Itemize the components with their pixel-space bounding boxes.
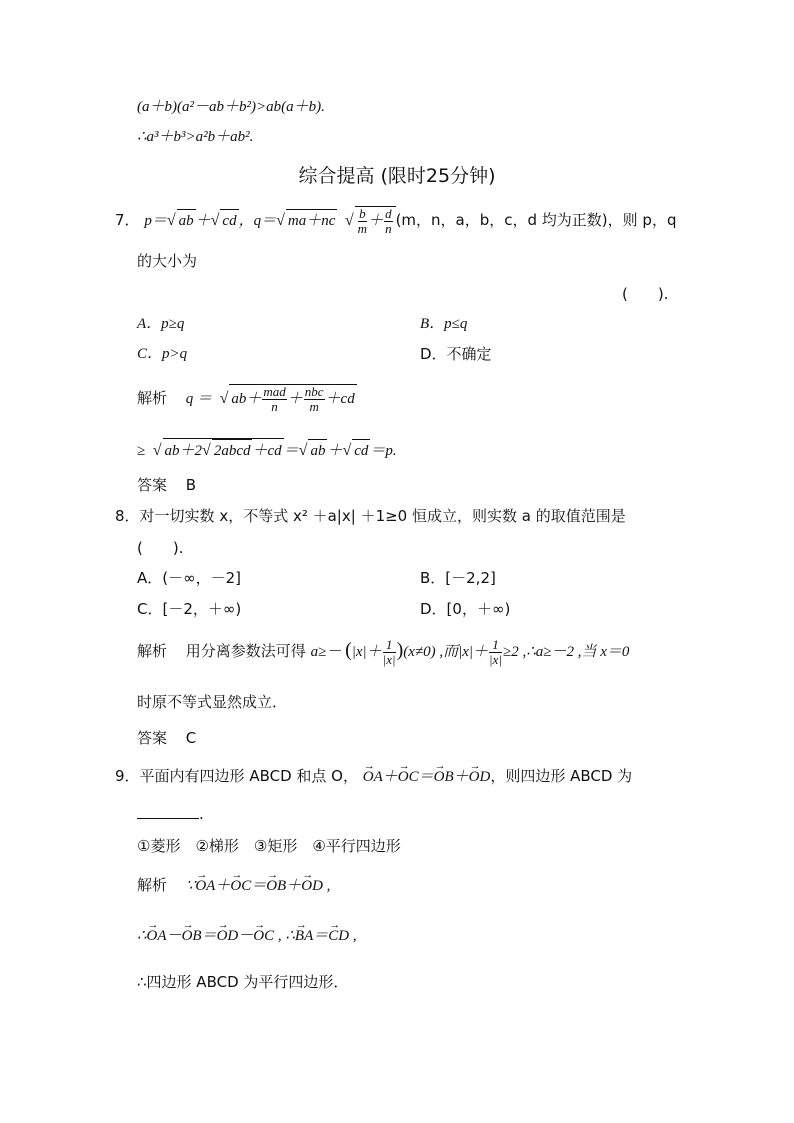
q7-stem [115,206,676,236]
q7-option-d: D．不确定 [420,345,492,363]
q8-stem-text: 对一切实数 x，不等式 x² ＋a|x| ＋1≥0 恒成立，则实数 a 的取值范围是 [139,507,626,525]
q8-option-c: C．[－2，＋∞) [137,600,242,618]
q9-solution-formula1: ∵→ OA＋→ OC＝→ OB＋→ OD , [186,878,331,894]
q7-number: 7． [115,210,140,229]
q9-jiexi-label: 解析 [137,876,168,894]
q9-answer-blank [137,818,199,819]
q7-answer [137,474,196,496]
q9-stem [115,765,632,788]
q7-solution-line1 [137,384,357,414]
q9-conclusion: ∴四边形 ABCD 为平行四边形． [137,973,349,991]
top-line-2: ∴a³＋b³>a²b＋ab². [137,129,254,145]
q9-stem-a: 平面内有四边形 ABCD 和点 O， [139,767,358,785]
q9-stem-b: ，则四边形 ABCD 为 [490,767,633,785]
q8-solution-line2: 时原不等式显然成立． [137,693,288,711]
q8-solution-line1 [137,638,629,667]
q7-jiexi-label: 解析 [137,388,168,407]
q7-option-c: C．p>q [137,346,188,362]
q9-choices: ①菱形 ②梯形 ③矩形 ④平行四边形 [137,837,401,855]
q9-vector-equation: → OA＋→ OC＝→ OB＋→ OD [363,769,491,785]
q9-solution-line2: ∴→ OA－→ OB＝→ OD－→ OC , ∴→ BA＝→ CD , [137,925,357,947]
q8-solution-formula: a≥－ (|x|＋ $\frac{1}{|x|}$ )(x≠0) ,而|x|＋ $\frac{1}{|x|}$ ≥2 ,∴a≥－2 ,当 x＝0 [310,637,630,667]
q7-answer-value: B [185,476,197,494]
q7-stem-line2: 的大小为 [137,252,198,270]
q7-stem-tail: (m，n，a，b，c，d 均为正数)，则 p，q [395,210,677,229]
q8-jiexi-text: 用分离参数法可得 [185,641,306,660]
q7-solution-line2: ≥ √ ab＋2√ 2abcd ＋cd ＝√ ab ＋√ cd ＝p. [137,438,397,462]
section-title: 综合提高 (限时25分钟) [298,165,496,187]
q8-jiexi-label: 解析 [137,641,168,660]
q8-option-d: D．[0，＋∞) [420,600,511,618]
q9-number: 9． [115,767,140,785]
q7-p-formula: p＝√ ab ＋√ cd ，q＝√ ma＋nc √ $\frac{b}{m}$ ＋ $\frac{d}{n}$ [144,213,395,229]
q8-answer-value: C [185,729,197,747]
q9-blank-line: . [137,803,204,825]
q8-answer-label: 答案 [137,729,168,747]
q7-option-a: A．p≥q [137,316,185,332]
q8-stem [115,505,626,527]
q8-answer [137,727,196,749]
q8-paren: ( ). [137,539,184,557]
q7-paren: ( ). [622,285,669,303]
q7-solution-formula1: q ＝ √ ab＋ $\frac{\text{mad}}{n}$ ＋ $\frac{\text{nbc}}{m}$ ＋cd [185,384,355,414]
q8-option-a: A．(－∞，－2] [137,569,242,587]
q7-option-b: B．p≤q [420,316,468,332]
q8-option-b: B．[－2,2] [420,569,496,587]
q9-solution-line1 [137,874,330,897]
q7-answer-label: 答案 [137,476,168,494]
q8-number: 8． [115,507,140,525]
top-line-1: (a＋b)(a²－ab＋b²)>ab(a＋b). [137,99,325,115]
